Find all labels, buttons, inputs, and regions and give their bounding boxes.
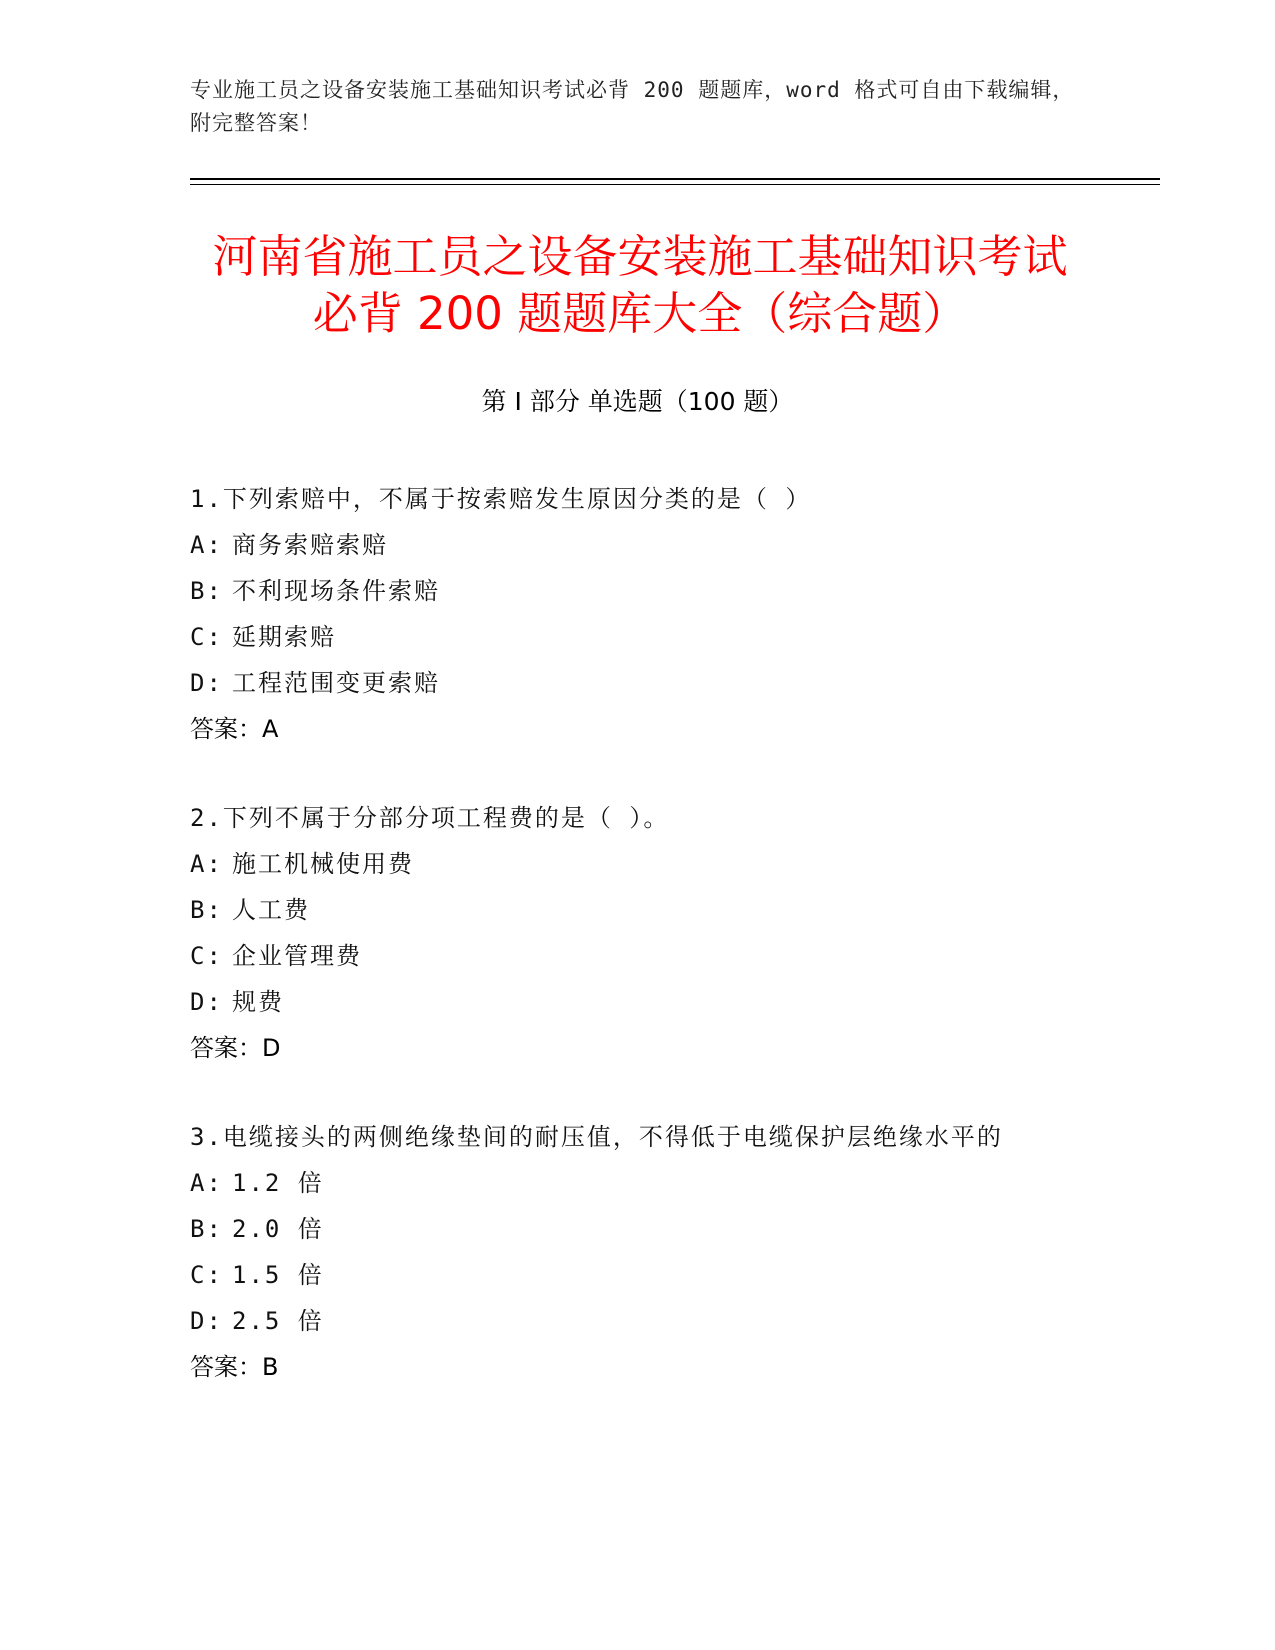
- option-text: 2.5 倍: [232, 1307, 324, 1335]
- option-letter: D:: [190, 1307, 223, 1335]
- option-letter: A:: [190, 850, 223, 878]
- document-title: [160, 228, 1120, 342]
- option-letter: C:: [190, 1261, 223, 1289]
- option-text: 延期索赔: [232, 623, 336, 651]
- section-heading: 第 I 部分 单选题（100 题）: [481, 387, 794, 416]
- question-stem: 1.下列索赔中，不属于按索赔发生原因分类的是（ ）: [190, 485, 812, 513]
- option-d: [190, 979, 1090, 1025]
- option-letter: D:: [190, 669, 223, 697]
- option-b: [190, 568, 1090, 614]
- answer-label: 答案：: [190, 1034, 262, 1062]
- answer-line: [190, 1025, 1090, 1071]
- option-text: 商务索赔索赔: [232, 531, 388, 559]
- option-letter: B:: [190, 896, 223, 924]
- option-a: [190, 841, 1090, 887]
- question-stem: 2.下列不属于分部分项工程费的是（ ）。: [190, 804, 670, 832]
- option-letter: A:: [190, 531, 223, 559]
- option-letter: D:: [190, 988, 223, 1016]
- answer-line: [190, 706, 1090, 752]
- option-letter: C:: [190, 942, 223, 970]
- question-stem: 3.电缆接头的两侧绝缘垫间的耐压值，不得低于电缆保护层绝缘水平的: [190, 1123, 1003, 1151]
- header-divider-thick: [190, 178, 1160, 180]
- option-text: 2.0 倍: [232, 1215, 324, 1243]
- option-d: [190, 660, 1090, 706]
- option-b: [190, 1206, 1090, 1252]
- answer-line: [190, 1344, 1090, 1390]
- option-text: 施工机械使用费: [232, 850, 414, 878]
- option-text: 不利现场条件索赔: [232, 577, 440, 605]
- answer-label: 答案：: [190, 1353, 262, 1381]
- question-item: [190, 1114, 1090, 1390]
- question-item: [190, 795, 1090, 1071]
- answer-value: D: [262, 1034, 281, 1062]
- option-text: 企业管理费: [232, 942, 362, 970]
- option-text: 规费: [232, 988, 284, 1016]
- option-b: [190, 887, 1090, 933]
- answer-value: B: [262, 1353, 279, 1381]
- answer-label: 答案：: [190, 715, 262, 743]
- option-a: [190, 522, 1090, 568]
- option-c: [190, 933, 1090, 979]
- option-letter: C:: [190, 623, 223, 651]
- question-item: [190, 476, 1090, 752]
- option-d: [190, 1298, 1090, 1344]
- option-text: 人工费: [232, 896, 310, 924]
- option-a: [190, 1160, 1090, 1206]
- option-text: 工程范围变更索赔: [232, 669, 440, 697]
- option-text: 1.2 倍: [232, 1169, 324, 1197]
- header-note: 专业施工员之设备安装施工基础知识考试必背 200 题题库，word 格式可自由下载编辑，附完整答案！: [190, 78, 1075, 135]
- option-c: [190, 1252, 1090, 1298]
- option-c: [190, 614, 1090, 660]
- option-text: 1.5 倍: [232, 1261, 324, 1289]
- option-letter: A:: [190, 1169, 223, 1197]
- header-divider-thin: [190, 184, 1160, 185]
- answer-value: A: [262, 715, 279, 743]
- document-title-line-1: 河南省施工员之设备安装施工基础知识考试: [212, 230, 1068, 283]
- option-letter: B:: [190, 1215, 223, 1243]
- document-title-line-2: 必背 200 题题库大全（综合题）: [312, 287, 968, 340]
- option-letter: B:: [190, 577, 223, 605]
